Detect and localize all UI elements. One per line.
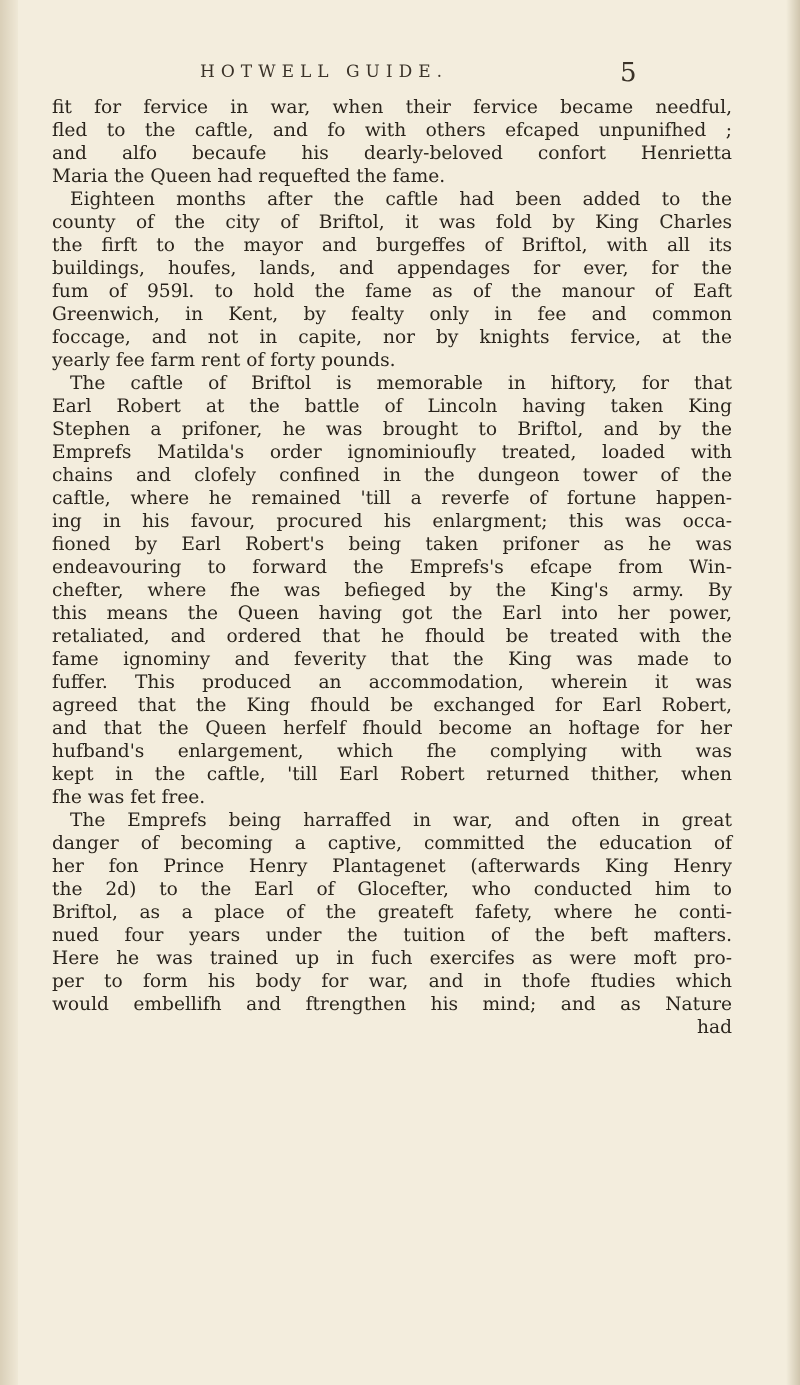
text-line: per to form his body for war, and in thofe ftudies which xyxy=(52,971,732,992)
text-line: fhe was fet free. xyxy=(52,787,206,808)
text-line: the firft to the mayor and burgeffes of Briftol, with all its xyxy=(52,235,732,256)
text-line: retaliated, and ordered that he fhould be treated with the xyxy=(52,626,732,647)
text-line: The caftle of Briftol is memorable in hiftory, for that xyxy=(70,373,732,394)
text-line: danger of becoming a captive, committed the education of xyxy=(52,833,732,854)
text-line: fit for fervice in war, when their fervice became needful, xyxy=(52,97,732,118)
text-line: yearly fee farm rent of forty pounds. xyxy=(52,350,396,371)
text-line: Stephen a prifoner, he was brought to Briftol, and by the xyxy=(52,419,732,440)
text-line: Here he was trained up in fuch exercifes as were moft pro- xyxy=(52,948,732,969)
catchword: had xyxy=(697,1017,732,1038)
page-gutter xyxy=(0,0,18,1385)
text-line: and that the Queen herfelf fhould become an hoftage for her xyxy=(52,718,732,739)
text-line: The Emprefs being harraffed in war, and often in great xyxy=(70,810,732,831)
text-line: foccage, and not in capite, nor by knights fervice, at the xyxy=(52,327,732,348)
text-line: would embellifh and ftrengthen his mind; and as Nature xyxy=(52,994,732,1015)
text-line: fum of 959l. to hold the fame as of the manour of Eaft xyxy=(52,281,732,302)
text-line: this means the Queen having got the Earl into her power, xyxy=(52,603,732,624)
text-line: fled to the caftle, and fo with others efcaped unpunifhed ; xyxy=(52,120,732,141)
text-line: Eighteen months after the caftle had been added to the xyxy=(70,189,732,210)
text-line: endeavouring to forward the Emprefs's efcape from Win- xyxy=(52,557,732,578)
text-line: fame ignominy and feverity that the King was made to xyxy=(52,649,732,670)
running-title: HOTWELL GUIDE. xyxy=(200,62,449,82)
text-line: kept in the caftle, 'till Earl Robert returned thither, when xyxy=(52,764,732,785)
page-number: 5 xyxy=(620,58,637,88)
text-line: Greenwich, in Kent, by fealty only in fee and common xyxy=(52,304,732,325)
text-line: fioned by Earl Robert's being taken prifoner as he was xyxy=(52,534,732,555)
text-line: the 2d) to the Earl of Glocefter, who conducted him to xyxy=(52,879,732,900)
text-line: Briftol, as a place of the greateft fafety, where he conti- xyxy=(52,902,732,923)
text-line: buildings, houfes, lands, and appendages for ever, for the xyxy=(52,258,732,279)
text-line: caftle, where he remained 'till a reverfe of fortune happen- xyxy=(52,488,732,509)
text-line: Maria the Queen had requefted the fame. xyxy=(52,166,446,187)
text-line: ing in his favour, procured his enlargment; this was occa- xyxy=(52,511,732,532)
body-text xyxy=(52,96,732,1039)
text-line: hufband's enlargement, which fhe complying with was xyxy=(52,741,732,762)
text-line: and alfo becaufe his dearly-beloved confort Henrietta xyxy=(52,143,732,164)
text-line: agreed that the King fhould be exchanged for Earl Robert, xyxy=(52,695,732,716)
text-line: nued four years under the tuition of the beft mafters. xyxy=(52,925,732,946)
text-line: her fon Prince Henry Plantagenet (afterwards King Henry xyxy=(52,856,732,877)
page-edge xyxy=(786,0,800,1385)
text-line: county of the city of Briftol, it was fold by King Charles xyxy=(52,212,732,233)
text-line: Emprefs Matilda's order ignominioufly treated, loaded with xyxy=(52,442,732,463)
text-line: chefter, where fhe was befieged by the King's army. By xyxy=(52,580,732,601)
text-line: fuffer. This produced an accommodation, wherein it was xyxy=(52,672,732,693)
text-line: chains and clofely confined in the dungeon tower of the xyxy=(52,465,732,486)
text-line: Earl Robert at the battle of Lincoln having taken King xyxy=(52,396,732,417)
